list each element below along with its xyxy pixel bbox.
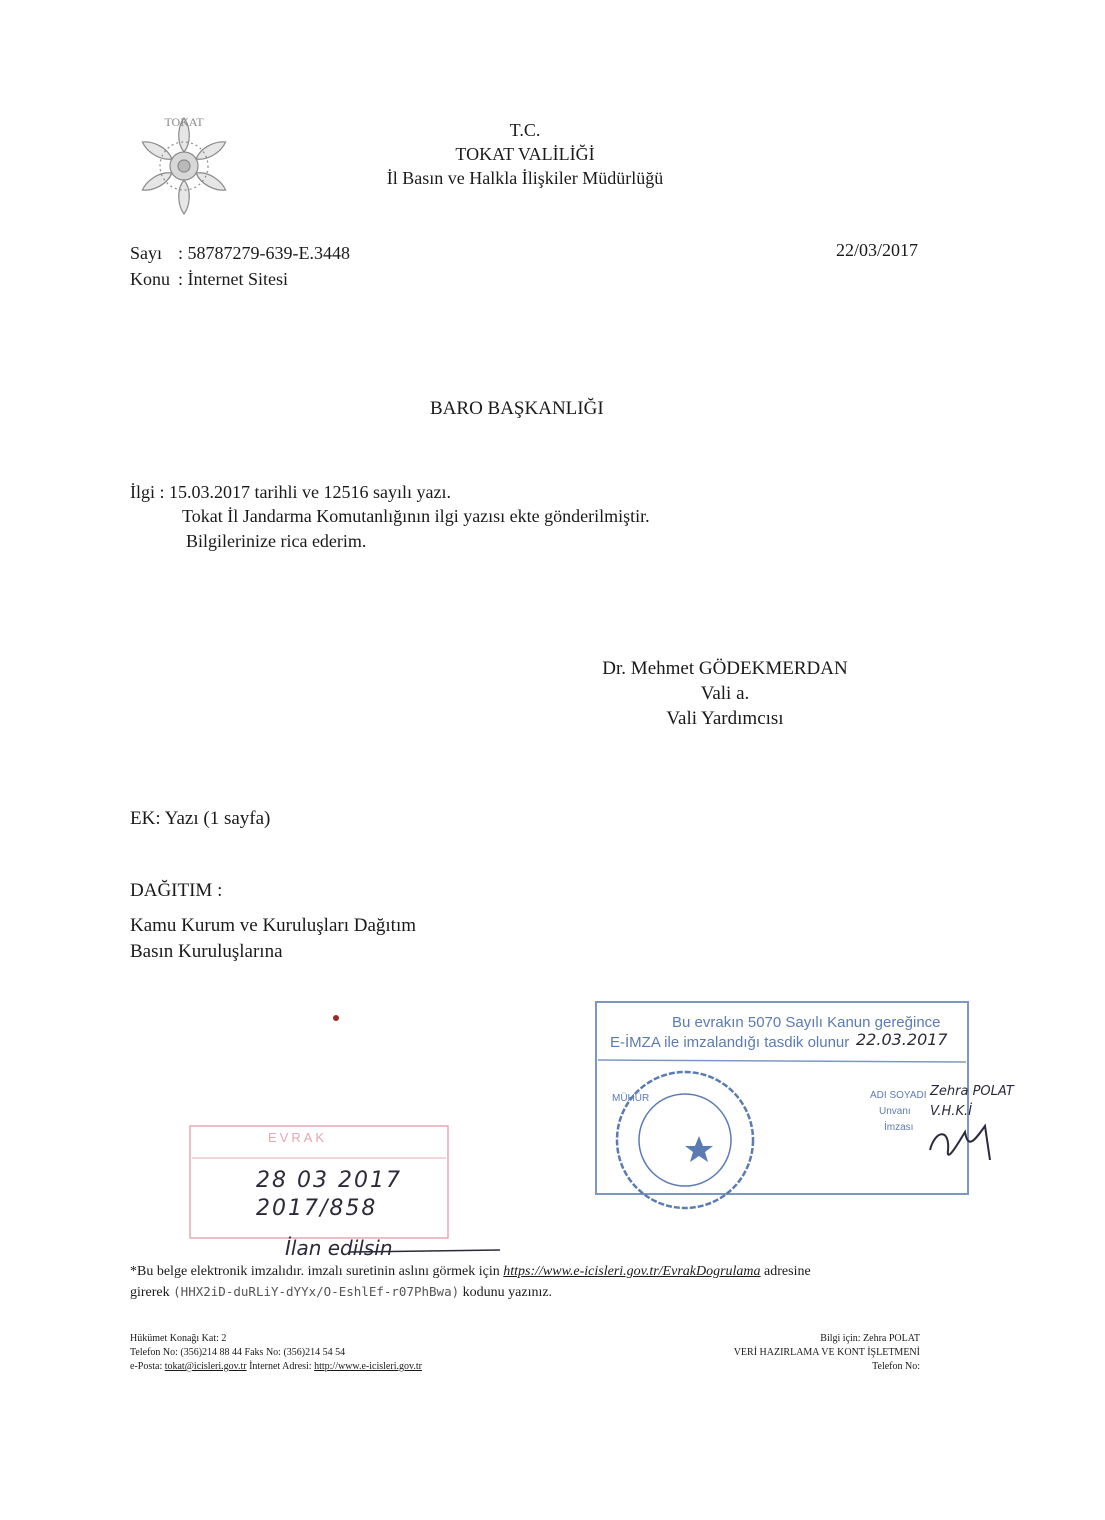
stamp-handwritten-name: Zehra POLAT [930, 1084, 1014, 1099]
verify-text-2: adresine [764, 1264, 811, 1279]
attachment-note: EK: Yazı (1 sayfa) [130, 808, 271, 829]
signer-name: Dr. Mehmet GÖDEKMERDAN [602, 658, 848, 679]
tc-line: T.C. [509, 120, 541, 140]
adi-soyadi-label: ADI SOYADI [870, 1090, 927, 1101]
tokat-logo [124, 108, 244, 218]
registry-handwritten-date: 28 03 2017 [256, 1168, 402, 1193]
footer-web-link[interactable]: http://www.e-icisleri.gov.tr [314, 1361, 422, 1372]
stamp-handwritten-title: V.H.K.İ [930, 1104, 972, 1119]
verification-note [130, 1262, 950, 1303]
distribution-item: Kamu Kurum ve Kuruluşları Dağıtım [130, 915, 417, 936]
signer-title-1: Vali a. [700, 683, 750, 704]
ilgi-line: İlgi : 15.03.2017 tarihli ve 12516 sayılı yazı. [130, 482, 451, 502]
footer-phone: Telefon No: (356)214 88 44 Faks No: (356)214 54 54 [130, 1347, 346, 1358]
konu-row [130, 266, 350, 292]
addressee: BARO BAŞKANLIĞI [430, 398, 604, 419]
sayi-value: : 58787279-639-E.3448 [178, 243, 350, 263]
handwritten-signature [930, 1126, 990, 1160]
distribution-list [130, 913, 416, 965]
footer-info-phone: Telefon No: [872, 1361, 920, 1372]
unvani-label: Unvanı [879, 1106, 911, 1117]
verify-text-3: girerek [130, 1285, 170, 1300]
letterhead [380, 118, 670, 190]
signature-block [560, 656, 890, 731]
footer-email-link[interactable]: tokat@icisleri.gov.tr [164, 1361, 247, 1372]
body-line-2: Bilgilerinize rica ederim. [186, 531, 367, 551]
distribution-item: Basın Kuruluşlarına [130, 941, 283, 962]
registry-handwritten-number: 2017/858 [256, 1196, 378, 1221]
document-meta [130, 240, 350, 292]
distribution-title: DAĞITIM : [130, 880, 223, 901]
footer-email-label: e-Posta: [130, 1361, 163, 1372]
eimza-line-2: E-İMZA ile imzalandığı tasdik olunur [610, 1034, 850, 1051]
sayi-row [130, 240, 350, 266]
document-date: 22/03/2017 [836, 240, 919, 260]
verify-code: (HHX2iD-duRLiY-dYYx/O-EshlEf-r07PhBwa) [173, 1284, 460, 1299]
ink-dot [333, 1015, 339, 1021]
footer-contact [130, 1332, 422, 1374]
footer-web-label: İnternet Adresi: [249, 1361, 312, 1372]
footer-email-row [130, 1360, 422, 1374]
logo-text: TOKAT [164, 115, 204, 129]
konu-value: : İnternet Sitesi [178, 269, 288, 289]
signer-title-2: Vali Yardımcısı [666, 708, 784, 729]
muhur-label: MÜHÜR [612, 1093, 650, 1104]
verify-link[interactable]: https://www.e-icisleri.gov.tr/EvrakDogrulama [503, 1264, 761, 1279]
governorate: TOKAT VALİLİĞİ [455, 144, 595, 164]
stamp-handwritten-date: 22.03.2017 [856, 1030, 948, 1049]
footer-info [650, 1332, 920, 1374]
verify-text-1: *Bu belge elektronik imzalıdır. imzalı suretinin aslını görmek için [130, 1264, 500, 1279]
handwritten-note: İlan edilsin [285, 1236, 393, 1260]
footer-address: Hükümet Konağı Kat: 2 [130, 1333, 227, 1344]
footer-info-unit: VERİ HAZIRLAMA VE KONT İŞLETMENİ [733, 1347, 920, 1358]
directorate: İl Basın ve Halkla İlişkiler Müdürlüğü [386, 168, 664, 188]
registry-label: EVRAK [268, 1130, 328, 1145]
body-line-1: Tokat İl Jandarma Komutanlığının ilgi yazısı ekte gönderilmiştir. [182, 506, 650, 526]
verify-text-4: kodunu yazınız. [462, 1285, 553, 1300]
eimza-stamp-divider [598, 1060, 966, 1062]
footer-info-label: Bilgi için: Zehra POLAT [820, 1333, 920, 1344]
sayi-label: Sayı [130, 243, 163, 263]
imzasi-label: İmzası [884, 1122, 914, 1133]
eimza-line-1: Bu evrakın 5070 Sayılı Kanun gereğince [672, 1014, 941, 1031]
konu-label: Konu [130, 269, 170, 289]
